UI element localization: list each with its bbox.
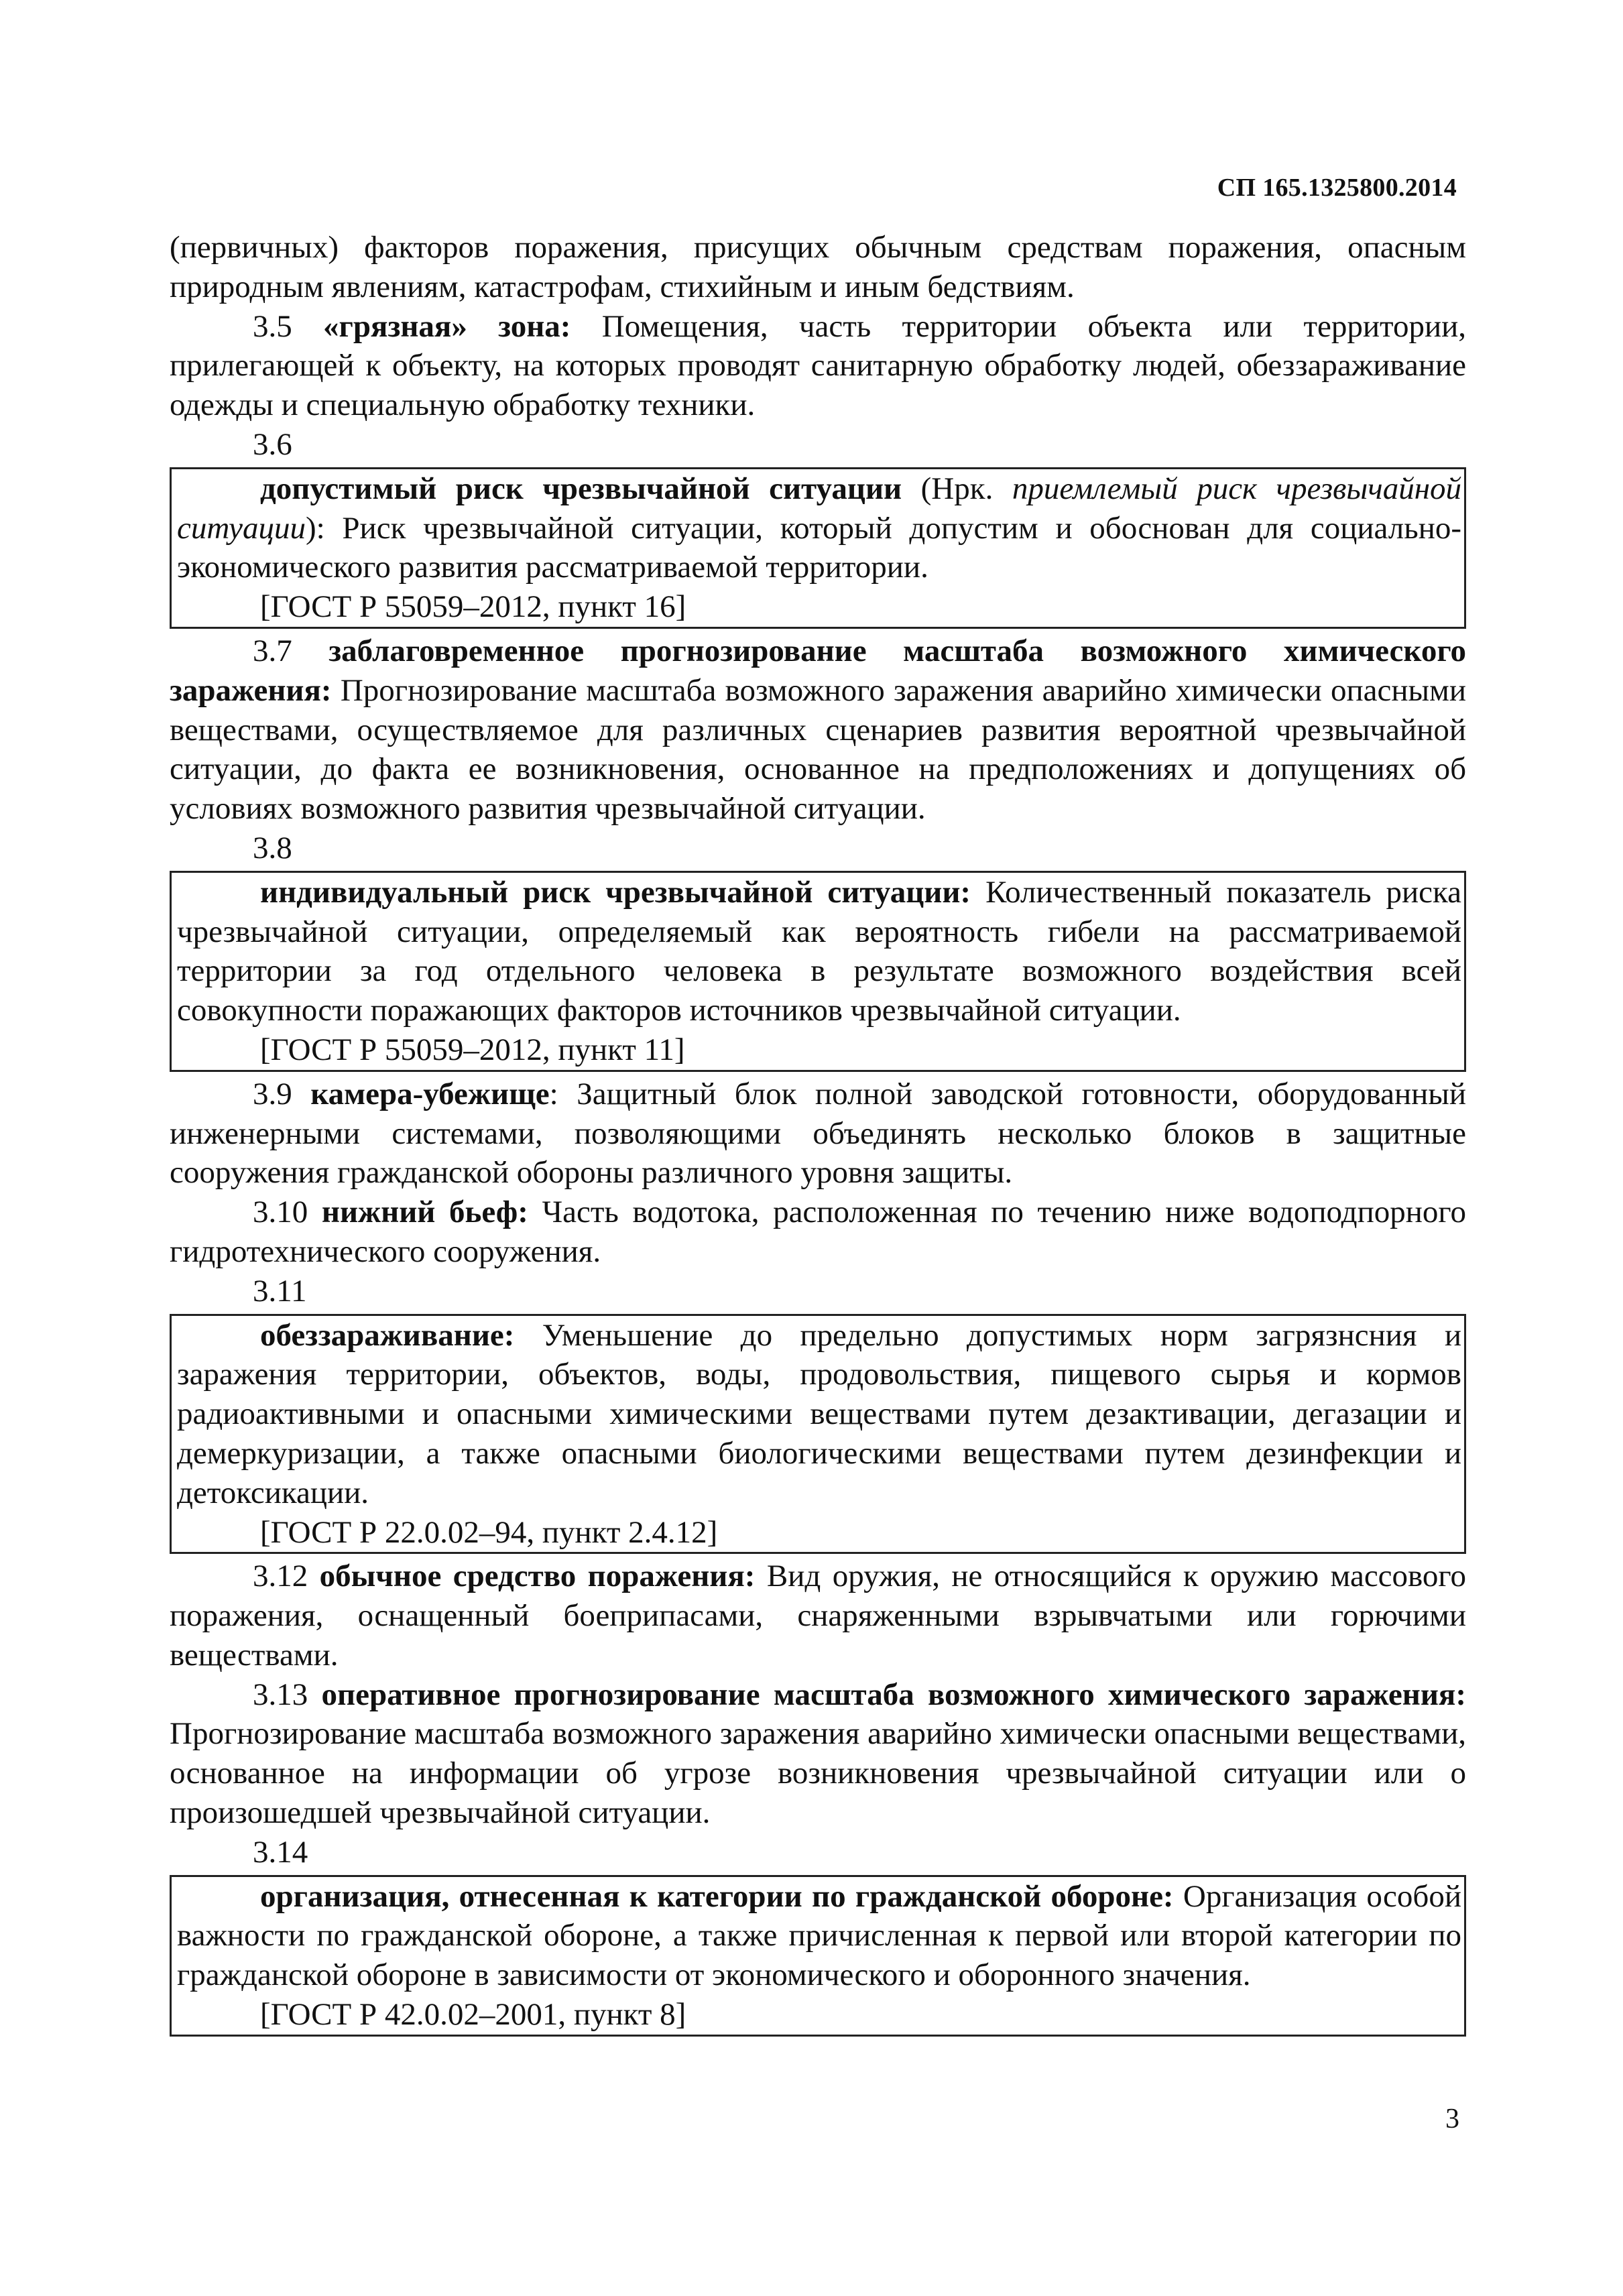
term-3-12 — [170, 1557, 1466, 1675]
term-number: 3.12 — [253, 1559, 308, 1594]
term-definition: Вид оружия, не относящийся к оружию массового поражения, оснащенный боеприпасами, снаряженными взрывчатыми или горючими веществами. — [170, 1559, 1467, 1673]
term-definition: Прогнозирование масштаба возможного заражения аварийно химически опасными веществами, основанное на информации об угрозе возникновения чрезвычайной ситуации или о произошедшей чрезвычайной ситуации. — [170, 1716, 1466, 1831]
term-number: 3.10 — [253, 1195, 308, 1230]
term-title: нижний бьеф: — [321, 1195, 528, 1230]
term-box-3-14 — [170, 1875, 1466, 2037]
term-definition: Количественный показатель риска чрезвычайной ситуации, определяемый как вероятность гибели на рассматриваемой территории за год отдельного человека в результате возможного воздействия всей совокупности поражающих факторов источников чрезвычайной ситуации. — [177, 874, 1462, 1028]
term-note-synonym: приемлемый риск чрезвычайной ситуации — [177, 471, 1462, 546]
document-code: СП 165.1325800.2014 — [1217, 174, 1457, 202]
term-number-3-11: 3.11 — [253, 1273, 307, 1309]
term-number: 3.7 — [253, 633, 292, 668]
term-3-6 — [177, 469, 1461, 587]
term-3-9 — [170, 1075, 1466, 1193]
term-title: индивидуальный риск чрезвычайной ситуации: — [260, 874, 971, 910]
term-definition: Прогнозирование масштаба возможного заражения аварийно химически опасными веществами, осуществляемое для различных сценариев развития вероятной чрезвычайной ситуации, до факта ее возникновения, основанное на предположениях и допущениях об условиях возможного развития чрезвычайной ситуации. — [170, 672, 1466, 827]
term-3-14 — [177, 1877, 1461, 1995]
term-definition: Защитный блок полной заводской готовности, оборудованный инженерными системами, позволяющими объединять несколько блоков в защитные сооружения гражданской обороны различного уровня защиты. — [170, 1076, 1466, 1191]
term-definition: Уменьшение до предельно допустимых норм загрязнсния и заражения территории, объектов, воды, продовольствия, пищевого сырья и кормов радиоактивными и опасными химическими веществами путем дезактивации, дегазации и демеркуризации, а также опасными биологическими веществами путем дезинфекции и детоксикации. — [177, 1317, 1461, 1510]
term-box-3-6 — [170, 467, 1466, 629]
term-title: допустимый риск чрезвычайной ситуации — [260, 471, 902, 506]
term-note-close: ): — [306, 510, 325, 546]
term-number-3-14: 3.14 — [253, 1834, 308, 1870]
term-title: камера-убежище — [310, 1076, 550, 1111]
term-number-3-6: 3.6 — [253, 426, 292, 462]
term-number: 3.9 — [253, 1076, 292, 1111]
term-number-3-8: 3.8 — [253, 830, 292, 865]
term-source: [ГОСТ Р 55059–2012, пункт 11] — [260, 1032, 685, 1067]
term-3-10 — [170, 1193, 1466, 1272]
term-source: [ГОСТ Р 55059–2012, пункт 16] — [260, 589, 686, 625]
term-3-5 — [170, 307, 1466, 425]
page-content — [170, 228, 1466, 2039]
term-box-3-11 — [170, 1314, 1466, 1555]
term-title: организация, отнесенная к категории по гражданской обороне: — [260, 1878, 1174, 1914]
term-box-3-8 — [170, 871, 1466, 1072]
page-number: 3 — [1445, 2104, 1459, 2134]
term-definition: Организация особой важности по гражданской обороне, а также причисленная к первой или второй категории по гражданской обороне в зависимости от экономического и оборонного значения. — [177, 1878, 1461, 1993]
term-definition: Помещения, часть территории объекта или территории, прилегающей к объекту, на которых проводят санитарную обработку людей, обеззараживание одежды и специальную обработку техники. — [170, 308, 1467, 423]
term-number: 3.5 — [253, 308, 292, 344]
term-title: обычное средство поражения: — [319, 1559, 756, 1594]
term-title: обеззараживание: — [260, 1317, 515, 1353]
term-definition: Часть водотока, расположенная по течению ниже водоподпорного гидротехнического сооружения. — [170, 1195, 1467, 1269]
term-source: [ГОСТ Р 22.0.02–94, пункт 2.4.12] — [260, 1514, 718, 1550]
term-title: заблаговременное прогнозирование масштаба возможного химического заражения: — [170, 633, 1467, 708]
term-3-13 — [170, 1675, 1466, 1833]
term-title: оперативное прогнозирование масштаба возможного химического заражения: — [321, 1677, 1466, 1712]
term-3-8 — [177, 873, 1461, 1030]
term-title: «грязная» зона: — [323, 308, 571, 344]
term-source: [ГОСТ Р 42.0.02–2001, пункт 8] — [260, 1997, 686, 2033]
term-definition: Риск чрезвычайной ситуации, который допустим и обоснован для социально-экономического развития рассматриваемой территории. — [177, 510, 1461, 585]
term-3-7 — [170, 631, 1466, 829]
term-note-open: (Нрк. — [920, 471, 994, 506]
term-number: 3.13 — [253, 1677, 308, 1712]
term-3-11 — [177, 1316, 1461, 1513]
paragraph-continuation: (первичных) факторов поражения, присущих обычным средствам поражения, опасным природным явлениям, катастрофам, стихийным и иным бедствиям. — [170, 230, 1466, 304]
term-colon: : — [549, 1076, 558, 1111]
